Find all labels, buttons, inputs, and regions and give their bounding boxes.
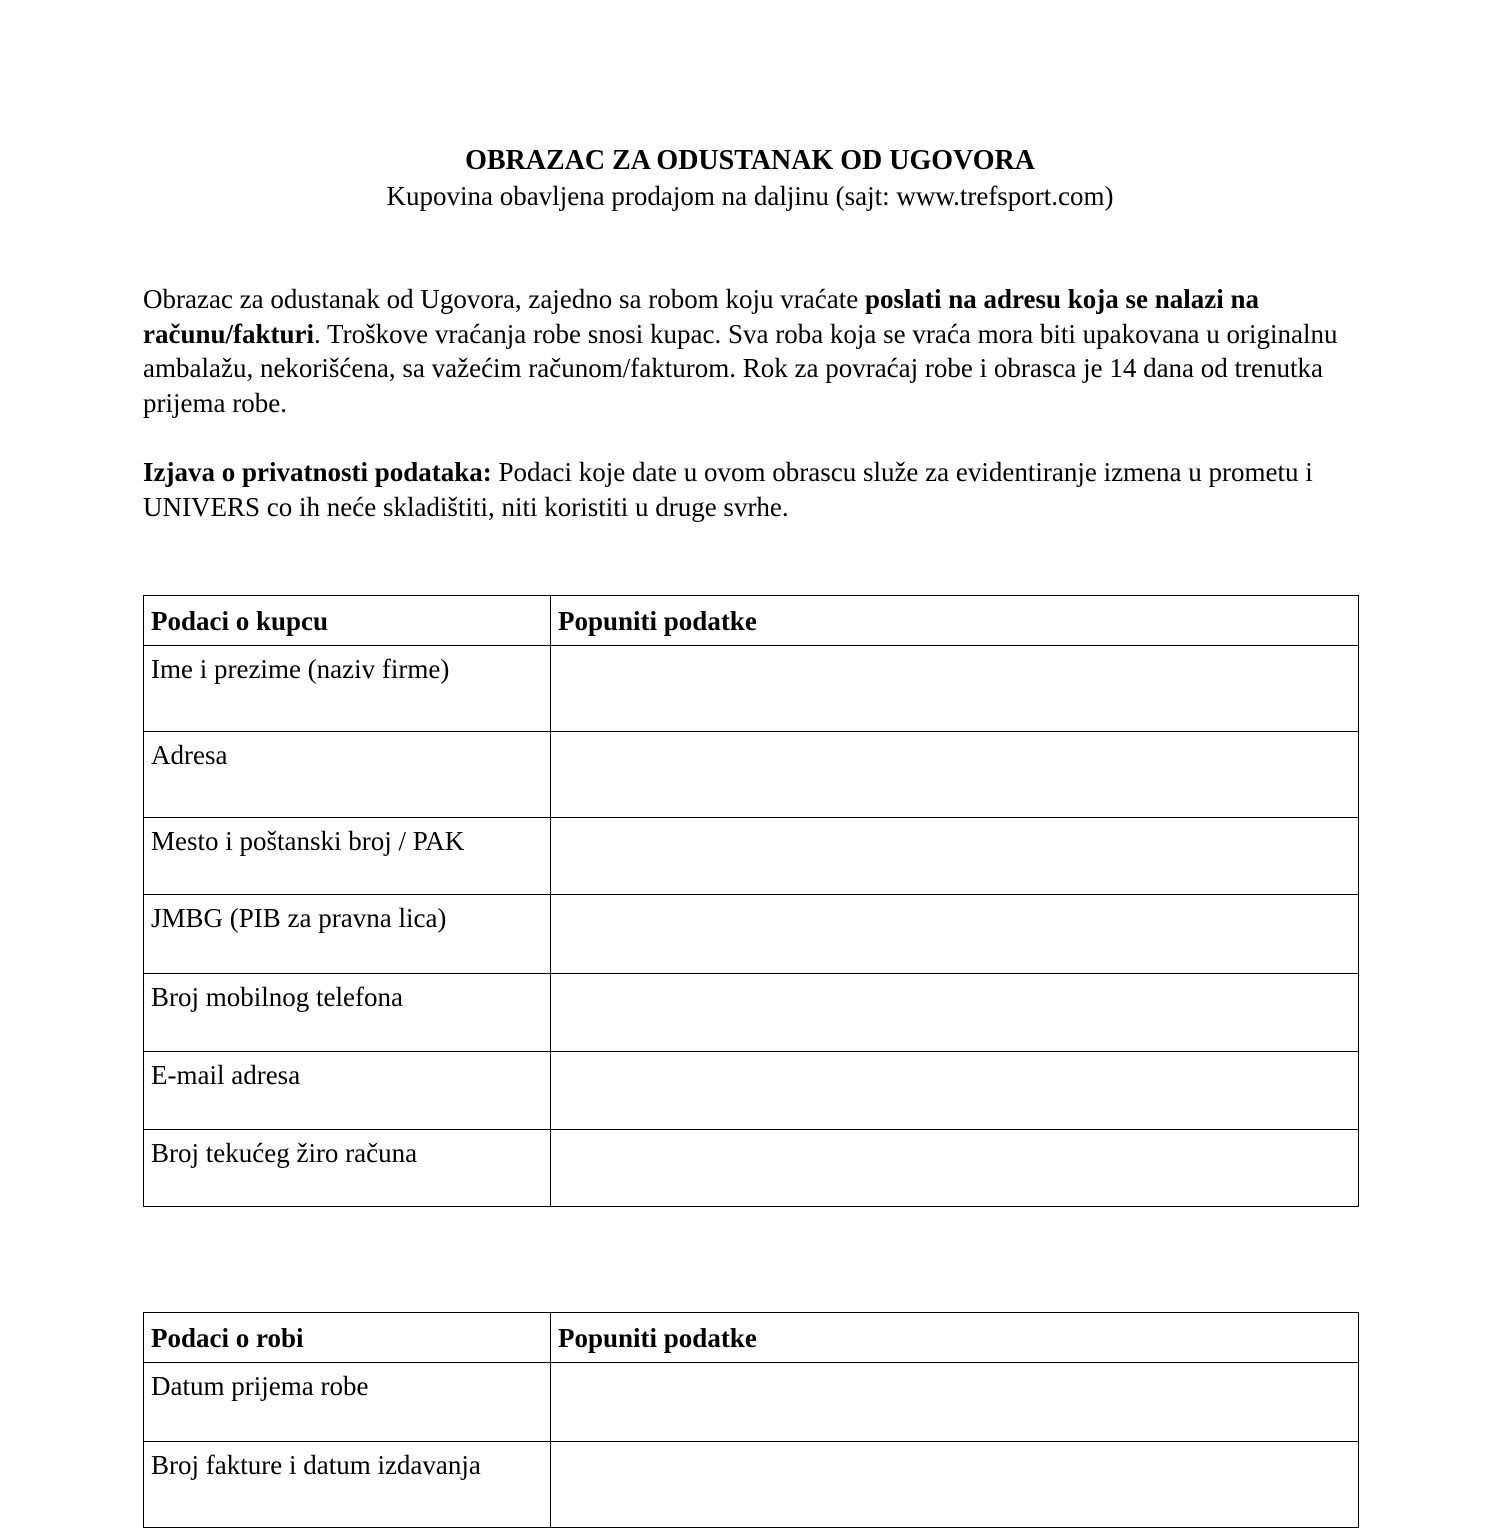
row-label-city: Mesto i poštanski broj / PAK bbox=[144, 818, 551, 895]
row-label-receipt-date: Datum prijema robe bbox=[144, 1363, 551, 1442]
goods-data-table bbox=[143, 1312, 1359, 1528]
privacy-label: Izjava o privatnosti podataka: bbox=[143, 457, 492, 487]
table-row bbox=[144, 1052, 1359, 1130]
row-label-phone: Broj mobilnog telefona bbox=[144, 974, 551, 1052]
row-label-name: Ime i prezime (naziv firme) bbox=[144, 646, 551, 732]
intro-paragraph bbox=[143, 282, 1368, 420]
table-row bbox=[144, 732, 1359, 818]
row-label-email: E-mail adresa bbox=[144, 1052, 551, 1130]
form-subtitle: Kupovina obavljena prodajom na daljinu (sajt: www.trefsport.com) bbox=[386, 181, 1114, 211]
row-label-jmbg: JMBG (PIB za pravna lica) bbox=[144, 895, 551, 974]
buyer-data-table bbox=[143, 595, 1359, 1207]
name-field[interactable] bbox=[551, 646, 1359, 732]
address-field[interactable] bbox=[551, 732, 1359, 818]
email-field[interactable] bbox=[551, 1052, 1359, 1130]
privacy-text: Podaci koje date u ovom obrascu služe za evidentiranje izmena u prometu i UNIVERS co ih neće skladištiti, niti koristiti u druge svrhe. bbox=[143, 457, 1313, 522]
table-row bbox=[144, 1363, 1359, 1442]
table-row bbox=[144, 974, 1359, 1052]
intro-bold-text: poslati na adresu koja se nalazi na računu/fakturi bbox=[143, 284, 1260, 349]
table-row bbox=[144, 818, 1359, 895]
goods-header-fill: Popuniti podatke bbox=[551, 1313, 1359, 1363]
bank-account-field[interactable] bbox=[551, 1130, 1359, 1207]
phone-field[interactable] bbox=[551, 974, 1359, 1052]
intro-text-end: . Troškove vraćanja robe snosi kupac. Sva roba koja se vraća mora biti upakovana u originalnu ambalažu, nekorišćena, sa važećim računom/fakturom. Rok za povraćaj robe i obrasca je 14 dana od trenutka prijema robe. bbox=[143, 318, 1338, 418]
city-postal-field[interactable] bbox=[551, 818, 1359, 895]
intro-text-start: Obrazac za odustanak od Ugovora, zajedno sa robom koju vraćate bbox=[143, 284, 865, 314]
form-title: OBRAZAC ZA ODUSTANAK OD UGOVORA bbox=[465, 145, 1035, 176]
table-row bbox=[144, 1130, 1359, 1207]
invoice-field[interactable] bbox=[551, 1442, 1359, 1528]
privacy-paragraph bbox=[143, 455, 1368, 524]
buyer-header-fill: Popuniti podatke bbox=[551, 596, 1359, 646]
row-label-account: Broj tekućeg žiro računa bbox=[144, 1130, 551, 1207]
receipt-date-field[interactable] bbox=[551, 1363, 1359, 1442]
table-row bbox=[144, 646, 1359, 732]
row-label-address: Adresa bbox=[144, 732, 551, 818]
jmbg-field[interactable] bbox=[551, 895, 1359, 974]
buyer-header-label: Podaci o kupcu bbox=[144, 596, 551, 646]
table-row bbox=[144, 895, 1359, 974]
table-row bbox=[144, 1442, 1359, 1528]
row-label-invoice: Broj fakture i datum izdavanja bbox=[144, 1442, 551, 1528]
goods-header-label: Podaci o robi bbox=[144, 1313, 551, 1363]
table-header-row bbox=[144, 596, 1359, 646]
table-header-row bbox=[144, 1313, 1359, 1363]
